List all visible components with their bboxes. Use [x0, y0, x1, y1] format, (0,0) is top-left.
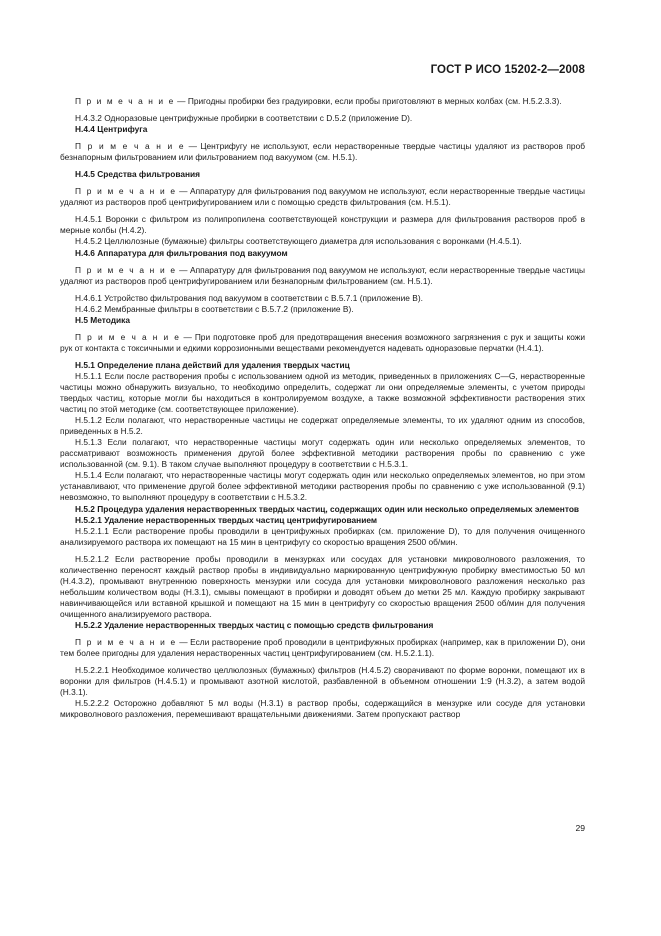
section-heading: Н.4.6 Аппаратура для фильтрования под вакуумом [75, 247, 288, 258]
note-lead: П р и м е ч а н и е [75, 186, 177, 197]
clause-paragraph: Н.5.1.2 Если полагают, что нерастворенные частицы не содержат определяемые элементы, то их удаляют одним из способов, приведенных в Н.5.2. [60, 415, 585, 437]
clause-paragraph: Н.5.1.3 Если полагают, что нерастворенные частицы могут содержать один или несколько определяемых элементов, то рассматривают возможность применения другой более эффективной методики растворения пробы по сравнению с уже использованной (см. 9.1). В таком случае выполняют процедуру в соответствии с Н.5.3.1. [60, 437, 585, 470]
section-heading: Н.4.5 Средства фильтрования [75, 169, 201, 180]
paragraph-text: — Пригодны пробирки без градуировки, если пробы приготовляют в мерных колбах (см. Н.5.2.3.3). [174, 96, 562, 106]
paragraph-text: — Центрифугу не используют, если нерастворенные твердые частицы удаляют из растворов проб безнапорным фильтрованием или фильтрованием под вакуумом (см. Н.5.1). [60, 141, 585, 163]
clause-paragraph: Н.5.2.2.1 Необходимое количество целлюлозных (бумажных) фильтров (Н.4.5.2) сворачивают по форме воронки, помещают их в воронки для фильтров (Н.4.5.1) и промывают азотной кислотой, разбавленной в объемном отношении 1:9 (Н.3.2), а затем водой (Н.3.1). [60, 665, 585, 698]
paragraph-text: — Если растворение проб проводили в центрифужных пробирках (например, как в приложении D), они тем более пригодны для удаления нерастворенных частиц центрифугированием (см. Н.5.2.1.1). [60, 637, 585, 659]
document-body [60, 96, 585, 720]
clause-paragraph: Н.4.3.2 Одноразовые центрифужные пробирки в соответствии с D.5.2 (приложение D). [75, 113, 413, 124]
note-lead: П р и м е ч а н и е [75, 637, 177, 648]
note-lead: П р и м е ч а н и е [75, 96, 175, 106]
section-heading: Н.5.2 Процедура удаления нерастворенных твердых частиц, содержащих один или несколько определяемых элементов [75, 503, 580, 514]
section-heading: Н.5.2.2 Удаление нерастворенных твердых частиц с помощью средств фильтрования [75, 619, 434, 630]
section-heading: Н.5.1 Определение плана действий для удаления твердых частиц [75, 359, 350, 370]
note-paragraph [60, 637, 585, 659]
note-lead: П р и м е ч а н и е [75, 141, 186, 152]
clause-paragraph: Н.5.2.1.2 Если растворение пробы проводили в мензурках или сосудах для установки микроволнового разложения, то количественно переносят каждый раствор пробы в индивидуально маркированную центрифужную пробирку вместимостью 50 мл (Н.4.3.2), промывают внутреннюю поверхность мензурки или сосуда для установки микроволнового разложения несколько раз небольшим количеством воды (Н.3.1), смывы помещают в пробирки и доводят объем до метки 25 мл. Каждую пробирку закрывают навинчивающейся или вставной крышкой и помещают на 15 мин в центрифугу со скоростью вращения 2500 об/мин для получения очищенного анализируемого раствора. [60, 553, 585, 619]
clause-paragraph: Н.5.2.2.2 Осторожно добавляют 5 мл воды (Н.3.1) в раствор пробы, содержащийся в мензурке или сосуде для установки микроволнового разложения, перемешивают вращательными движениями. Затем пропускают раствор [60, 698, 585, 720]
clause-paragraph: Н.4.5.1 Воронки с фильтром из полипропилена соответствующей конструкции и размера для фильтрования растворов проб в мерные колбы (Н.4.2). [60, 214, 585, 236]
clause-paragraph: Н.5.1.4 Если полагают, что нерастворенные частицы могут содержать один или несколько определяемых элементов, но при этом устанавливают, что применение другой более эффективной методики растворения пробы по сравнению с уже использованной (9.1) невозможно, то выполняют процедуру в соответствии с Н.5.3.2. [60, 470, 585, 503]
note-paragraph [60, 96, 585, 107]
clause-paragraph: Н.4.6.1 Устройство фильтрования под вакуумом в соответствии с В.5.7.1 (приложение В). [75, 292, 423, 303]
note-paragraph [60, 141, 585, 163]
section-heading: Н.4.4 Центрифуга [75, 124, 148, 135]
clause-paragraph: Н.4.5.2 Целлюлозные (бумажные) фильтры соответствующего диаметра для использования с воронками (Н.4.5.1). [75, 236, 522, 247]
section-heading: Н.5.2.1 Удаление нерастворенных твердых частиц центрифугированием [75, 514, 378, 525]
note-lead: П р и м е ч а н и е [75, 331, 181, 342]
clause-paragraph: Н.5.1.1 Если после растворения пробы с использованием одной из методик, приведенных в приложениях С—G, нерастворенные частицы можно обнаружить визуально, то необходимо определить, содержат ли они определяемые элементы, с учетом природы твердых частиц, которые могли бы находиться в контролируемом воздухе, а также возможной эффективности растворения этих частиц по этой методике (см. соответствующее приложение). [60, 370, 585, 415]
note-lead: П р и м е ч а н и е [75, 264, 177, 275]
note-paragraph [60, 332, 585, 354]
paragraph-text: — Аппаратуру для фильтрования под вакуумом не используют, если нерастворенные твердые частицы удаляют из растворов проб центрифугированием или с помощью средств фильтрования (см. Н.5.1). [60, 186, 585, 208]
section-heading: Н.5 Методика [75, 314, 130, 325]
note-paragraph [60, 265, 585, 287]
document-header: ГОСТ Р ИСО 15202-2—2008 [430, 64, 585, 76]
paragraph-text: — Аппаратуру для фильтрования под вакуумом не используют, если нерастворенные твердые частицы удаляют из растворов проб центрифугированием или безнапорным фильтрованием (см. Н.5.1). [60, 264, 585, 286]
paragraph-text: — При подготовке проб для предотвращения внесения возможного загрязнения с рук и защиты кожи рук от контакта с токсичными и едкими коррозионными веществами рекомендуется надевать одноразовые перчатки (Н.4.1). [60, 331, 585, 353]
note-paragraph [60, 186, 585, 208]
clause-paragraph: Н.4.6.2 Мембранные фильтры в соответствии с В.5.7.2 (приложение В). [75, 303, 354, 314]
page-number: 29 [575, 823, 585, 833]
clause-paragraph: Н.5.2.1.1 Если растворение пробы проводили в центрифужных пробирках (см. приложение D), то для получения очищенного анализируемого раствора их помещают на 15 мин в центрифугу со скоростью вращения 2500 об/мин. [60, 525, 585, 547]
